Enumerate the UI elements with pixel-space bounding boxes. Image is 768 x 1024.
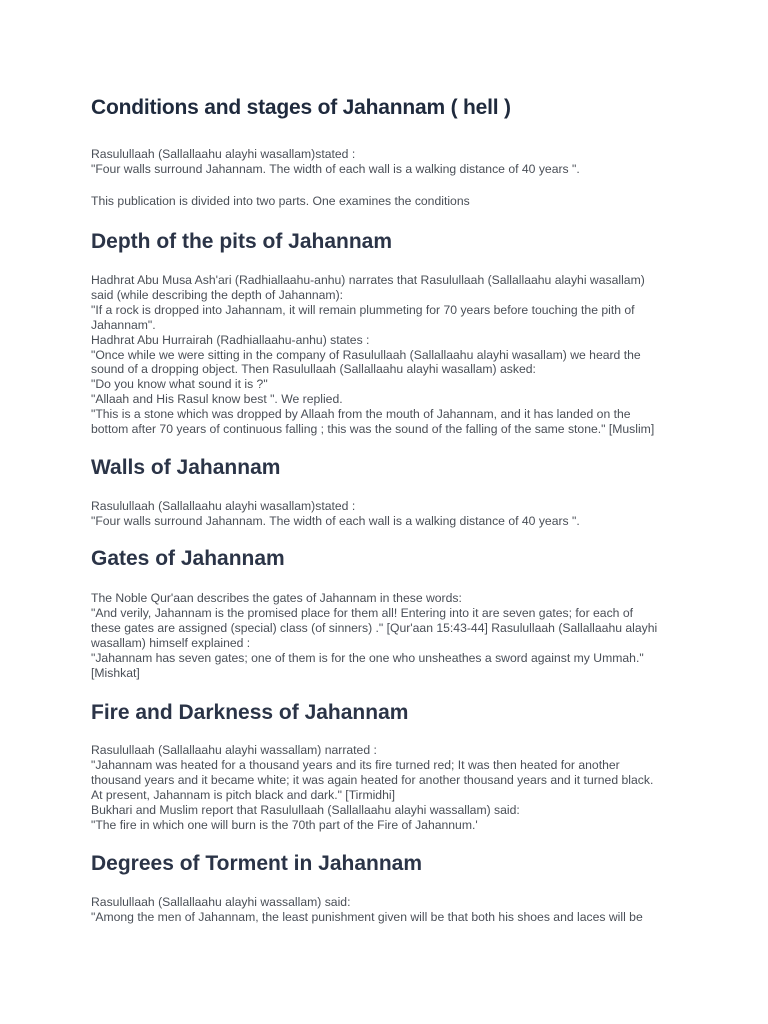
text-line: "Jahannam was heated for a thousand years and its fire turned red; It was then heated for another xyxy=(91,757,620,772)
section-heading-torment: Degrees of Torment in Jahannam xyxy=(91,852,423,875)
text-line: Rasulullaah (Sallallaahu alayhi wassallam) narrated : xyxy=(91,743,377,757)
section-heading-fire: Fire and Darkness of Jahannam xyxy=(91,701,409,724)
page-title: Conditions and stages of Jahannam ( hell ) xyxy=(91,96,511,119)
text-line: Rasulullaah (Sallallaahu alayhi wassallam) said: xyxy=(91,895,351,909)
text-line: At present, Jahannam is pitch black and dark." [Tirmidhi] xyxy=(91,787,395,802)
section-body-gates xyxy=(91,591,691,680)
text-line: wasallam) himself explained : xyxy=(91,635,251,650)
text-line: Bukhari and Muslim report that Rasulullaah (Sallallaahu alayhi wassallam) said: xyxy=(91,802,520,817)
text-line: "The fire in which one will burn is the 70th part of the Fire of Jahannum.' xyxy=(91,817,478,832)
text-line: "Four walls surround Jahannam. The width of each wall is a walking distance of 40 years ". xyxy=(91,513,580,528)
section-body-torment xyxy=(91,895,691,925)
section-heading-depth: Depth of the pits of Jahannam xyxy=(91,230,393,253)
text-line: these gates are assigned (special) class (of sinners) ." [Qur'aan 15:43-44] Rasulullaah (Sallallaahu alayhi xyxy=(91,620,658,635)
text-line: "Once while we were sitting in the company of Rasulullaah (Sallallaahu alayhi wasallam) we heard the xyxy=(91,347,641,362)
text-line: "Allaah and His Rasul know best ". We replied. xyxy=(91,392,343,407)
text-line: thousand years and it became white; it was again heated for another thousand years and it turned black. xyxy=(91,772,654,787)
text-line: "If a rock is dropped into Jahannam, it will remain plummeting for 70 years before touching the pith of xyxy=(91,302,635,317)
text-line: "Jahannam has seven gates; one of them is for the one who unsheathes a sword against my Ummah." xyxy=(91,650,644,665)
text-line: The Noble Qur'aan describes the gates of Jahannam in these words: xyxy=(91,591,462,605)
text-line: [Mishkat] xyxy=(91,665,140,680)
section-body-fire xyxy=(91,743,691,832)
text-line: said (while describing the depth of Jahannam): xyxy=(91,287,344,302)
text-line: "Do you know what sound it is ?" xyxy=(91,377,268,392)
text-line: Hadhrat Abu Hurrairah (Radhiallaahu-anhu) states : xyxy=(91,332,370,347)
text-line: "Among the men of Jahannam, the least punishment given will be that both his shoes and laces will be xyxy=(91,909,643,924)
text-line: Jahannam". xyxy=(91,317,156,332)
intro-paragraph xyxy=(91,147,691,177)
text-line: Rasulullaah (Sallallaahu alayhi wasallam)stated : xyxy=(91,147,356,161)
text-line: "And verily, Jahannam is the promised place for them all! Entering into it are seven gates; for each of xyxy=(91,605,633,620)
text-line: Hadhrat Abu Musa Ash'ari (Radhiallaahu-anhu) narrates that Rasulullaah (Sallallaahu alayhi wasallam) xyxy=(91,273,645,287)
publication-note xyxy=(91,194,691,209)
text-line: "Four walls surround Jahannam. The width of each wall is a walking distance of 40 years ". xyxy=(91,161,580,176)
text-line: This publication is divided into two parts. One examines the conditions xyxy=(91,194,470,208)
text-line: "This is a stone which was dropped by Allaah from the mouth of Jahannam, and it has landed on the xyxy=(91,407,631,422)
text-line: sound of a dropping object. Then Rasulullaah (Sallallaahu alayhi wasallam) asked: xyxy=(91,362,536,377)
text-line: Rasulullaah (Sallallaahu alayhi wasallam)stated : xyxy=(91,499,356,513)
section-body-depth xyxy=(91,273,691,437)
section-heading-walls: Walls of Jahannam xyxy=(91,456,281,479)
section-heading-gates: Gates of Jahannam xyxy=(91,547,285,570)
section-body-walls xyxy=(91,499,691,529)
text-line: bottom after 70 years of continuous falling ; this was the sound of the falling of the same stone." [Muslim] xyxy=(91,422,655,437)
